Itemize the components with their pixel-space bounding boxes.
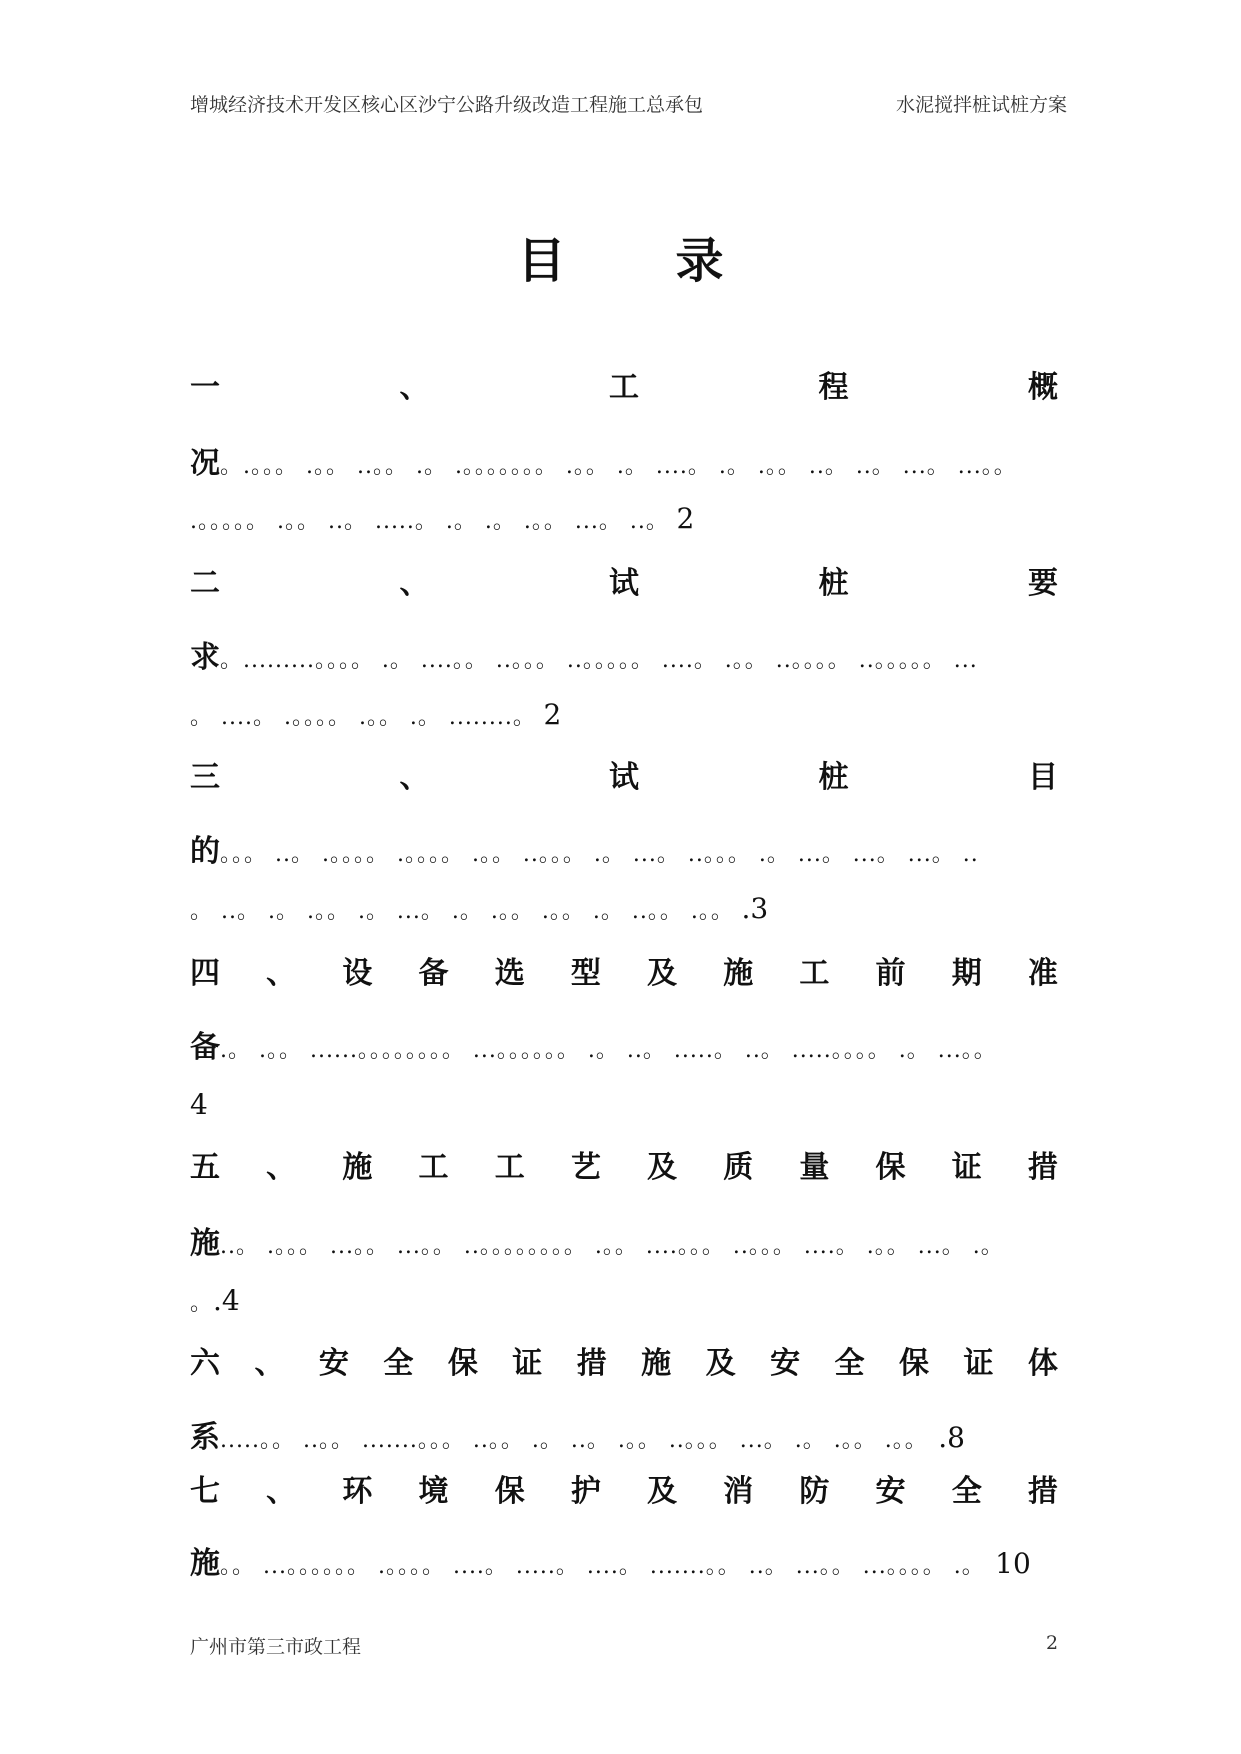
toc-page-number: .4 bbox=[213, 1284, 240, 1317]
title-char-1: 目 bbox=[517, 233, 566, 289]
toc-char: 保 bbox=[447, 1346, 478, 1381]
toc-char: 工 bbox=[609, 370, 639, 405]
toc-char: 证 bbox=[512, 1346, 543, 1381]
toc-page-number: 2 bbox=[543, 698, 562, 731]
toc-char: 、 bbox=[266, 1474, 297, 1509]
toc-char: 选 bbox=[494, 956, 525, 991]
toc-char: 措 bbox=[1027, 1474, 1058, 1509]
toc-char: 目 bbox=[1028, 760, 1058, 795]
toc-entry-5-leader bbox=[190, 1218, 1058, 1262]
toc-char: 三 bbox=[190, 760, 220, 795]
toc-char: 七 bbox=[190, 1474, 220, 1509]
toc-char: 、 bbox=[399, 760, 430, 795]
toc-entry-5-heading[interactable] bbox=[190, 1142, 1058, 1186]
header-document-title: 水泥搅拌桩试桩方案 bbox=[896, 94, 1068, 116]
page-title bbox=[0, 222, 1241, 291]
toc-entry-4-heading[interactable] bbox=[190, 948, 1058, 992]
toc-dot-leader: .。 .。。 ......。。。。。。。。 ...。。。。。。 .。 ..。 .....。 ..。 .....。。。。 .。 ...。。 bbox=[220, 1038, 997, 1063]
toc-lead-char: 求 bbox=[190, 640, 220, 675]
toc-entry-7-heading[interactable] bbox=[190, 1466, 1058, 1510]
toc-char: 全 bbox=[834, 1346, 865, 1381]
toc-char: 及 bbox=[647, 956, 678, 991]
toc-char: 防 bbox=[799, 1474, 830, 1509]
toc-char: 全 bbox=[383, 1346, 414, 1381]
toc-char: 保 bbox=[875, 1150, 906, 1185]
toc-dot-leader: 。。。 ..。 .。。。。 .。。。。 .。。 ..。。。 .。 ...。 ..。。。 .。 ...。 ...。 ...。 .. bbox=[220, 842, 979, 867]
footer-page-number: 2 bbox=[1046, 1632, 1059, 1654]
toc-char: 备 bbox=[418, 956, 449, 991]
toc-char: 境 bbox=[418, 1474, 449, 1509]
toc-entry-4-leader bbox=[190, 1022, 1058, 1066]
toc-entry-6-leader bbox=[190, 1412, 1058, 1456]
toc-char: 要 bbox=[1028, 566, 1058, 601]
toc-entry-2-page-line bbox=[190, 698, 1058, 742]
toc-char: 桩 bbox=[818, 760, 849, 795]
toc-entry-1-page-line bbox=[190, 502, 1058, 546]
toc-char: 准 bbox=[1027, 956, 1058, 991]
toc-char: 四 bbox=[190, 956, 220, 991]
footer-company: 广州市第三市政工程 bbox=[190, 1636, 362, 1658]
toc-char: 全 bbox=[951, 1474, 982, 1509]
toc-char: 、 bbox=[266, 1150, 297, 1185]
toc-char: 工 bbox=[799, 956, 830, 991]
toc-entry-2-heading[interactable] bbox=[190, 558, 1058, 602]
toc-char: 五 bbox=[190, 1150, 220, 1185]
toc-char: 试 bbox=[609, 566, 639, 601]
toc-dot-leader: 。 ....。 .。。。。 .。。 .。 ........。 bbox=[190, 705, 536, 730]
toc-char: 概 bbox=[1028, 370, 1058, 405]
toc-lead-char: 况 bbox=[190, 446, 220, 481]
header-project-title: 增城经济技术开发区核心区沙宁公路升级改造工程施工总承包 bbox=[190, 94, 704, 116]
toc-char: 艺 bbox=[570, 1150, 601, 1185]
toc-char: 、 bbox=[399, 370, 430, 405]
toc-char: 措 bbox=[1027, 1150, 1058, 1185]
toc-char: 质 bbox=[723, 1150, 754, 1185]
toc-char: 及 bbox=[705, 1346, 736, 1381]
toc-page-number: .8 bbox=[938, 1421, 965, 1454]
toc-char: 试 bbox=[609, 760, 639, 795]
toc-dot-leader: 。。 ...。。。。。。 .。。。。 ....。 .....。 ....。 .......。。 ..。 ...。。 ...。。。。 .。 bbox=[220, 1554, 985, 1579]
toc-dot-leader: 。 ..。 .。 .。。 .。 ...。 .。 .。。 .。。 .。 ..。。 .。。 bbox=[190, 899, 734, 924]
toc-char: 保 bbox=[494, 1474, 525, 1509]
toc-char: 工 bbox=[418, 1150, 449, 1185]
toc-char: 体 bbox=[1027, 1346, 1058, 1381]
toc-char: 前 bbox=[875, 956, 906, 991]
toc-char: 及 bbox=[647, 1150, 678, 1185]
toc-dot-leader: 。.........。。。。 .。 ....。。 ..。。。 ..。。。。。 ....。 .。。 ..。。。。 ..。。。。。 ... bbox=[220, 648, 978, 673]
toc-char: 护 bbox=[570, 1474, 601, 1509]
toc-char: 型 bbox=[570, 956, 601, 991]
toc-lead-char: 施 bbox=[190, 1546, 220, 1581]
toc-char: 措 bbox=[576, 1346, 607, 1381]
toc-char: 程 bbox=[818, 370, 849, 405]
toc-char: 保 bbox=[898, 1346, 929, 1381]
toc-entry-3-page-line bbox=[190, 892, 1058, 936]
toc-char: 施 bbox=[641, 1346, 672, 1381]
title-char-2: 录 bbox=[675, 233, 724, 289]
toc-char: 、 bbox=[266, 956, 297, 991]
toc-entry-3-leader bbox=[190, 826, 1058, 870]
toc-char: 施 bbox=[723, 956, 754, 991]
toc-char: 安 bbox=[318, 1346, 349, 1381]
toc-char: 及 bbox=[647, 1474, 678, 1509]
toc-lead-char: 系 bbox=[190, 1420, 220, 1455]
toc-char: 环 bbox=[342, 1474, 373, 1509]
toc-entry-1-heading[interactable] bbox=[190, 362, 1058, 406]
toc-char: 安 bbox=[770, 1346, 801, 1381]
toc-page-number: .3 bbox=[741, 892, 769, 925]
toc-entry-3-heading[interactable] bbox=[190, 752, 1058, 796]
toc-dot-leader: 。.。。。 .。。 ..。。 .。 .。。。。。。。 .。。 .。 ....。 .。 .。。 ..。 ..。 ...。 ...。。 bbox=[220, 454, 1017, 479]
toc-entry-6-heading[interactable] bbox=[190, 1338, 1058, 1382]
toc-char: 二 bbox=[190, 566, 220, 601]
toc-char: 六 bbox=[190, 1346, 220, 1381]
toc-char: 设 bbox=[342, 956, 373, 991]
toc-entry-2-leader bbox=[190, 632, 1058, 676]
toc-lead-char: 的 bbox=[190, 834, 220, 869]
toc-page-number: 4 bbox=[190, 1088, 208, 1121]
toc-char: 安 bbox=[875, 1474, 906, 1509]
toc-entry-1-leader bbox=[190, 438, 1058, 482]
toc-lead-char: 备 bbox=[190, 1030, 220, 1065]
toc-char: 施 bbox=[342, 1150, 373, 1185]
toc-char: 、 bbox=[399, 566, 430, 601]
toc-char: 期 bbox=[951, 956, 982, 991]
toc-char: 证 bbox=[951, 1150, 982, 1185]
toc-entry-5-page-line bbox=[190, 1284, 1058, 1328]
toc-char: 量 bbox=[799, 1150, 830, 1185]
toc-char: 桩 bbox=[818, 566, 849, 601]
toc-lead-char: 施 bbox=[190, 1226, 220, 1261]
toc-char: 证 bbox=[963, 1346, 994, 1381]
toc-dot-leader: .....。。 ..。。 .......。。。 ..。。 .。 ..。 .。。 ..。。。 ...。 .。 .。。 .。。 bbox=[220, 1428, 928, 1453]
toc-char: 一 bbox=[190, 370, 220, 405]
toc-char: 、 bbox=[254, 1346, 285, 1381]
toc-dot-leader: .。。。。。 .。。 ..。 .....。 .。 .。 .。。 ...。 ..。 bbox=[190, 509, 669, 534]
toc-page-number: 2 bbox=[676, 502, 695, 535]
toc-dot-leader: ..。 .。。。 ...。。 ...。。 ..。。。。。。。。 .。。 ....。。。 ..。。。 ....。 .。。 ...。 .。 bbox=[220, 1234, 1004, 1259]
toc-char: 消 bbox=[723, 1474, 754, 1509]
toc-entry-7-leader bbox=[190, 1538, 1058, 1582]
toc-entry-4-page-line bbox=[190, 1088, 1058, 1132]
toc-char: 工 bbox=[494, 1150, 525, 1185]
toc-page-number: 10 bbox=[995, 1547, 1031, 1580]
toc-dot-leader: 。 bbox=[190, 1291, 214, 1316]
